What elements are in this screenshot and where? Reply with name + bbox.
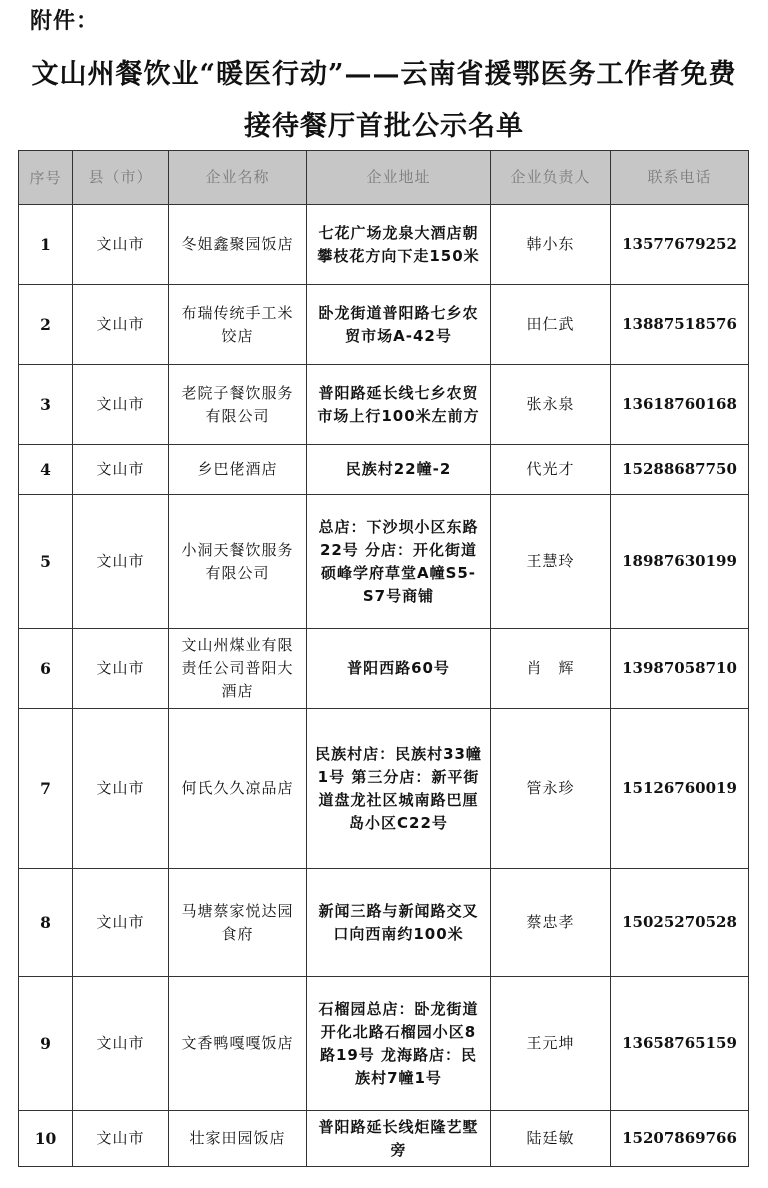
row-person: 张永泉 bbox=[491, 365, 611, 445]
row-county: 文山市 bbox=[73, 869, 169, 977]
table-row bbox=[19, 445, 749, 495]
table-row bbox=[19, 977, 749, 1111]
attachment-label: 附件： bbox=[30, 8, 100, 34]
header-seq: 序号 bbox=[19, 151, 73, 205]
row-phone: 15288687750 bbox=[611, 445, 749, 495]
page-title-line2: 接待餐厅首批公示名单 bbox=[244, 111, 524, 142]
row-person: 代光才 bbox=[491, 445, 611, 495]
row-phone: 13987058710 bbox=[611, 629, 749, 709]
header-address: 企业地址 bbox=[307, 151, 491, 205]
table-row bbox=[19, 629, 749, 709]
row-address: 民族村22幢-2 bbox=[307, 445, 491, 495]
row-company: 壮家田园饭店 bbox=[169, 1111, 307, 1167]
row-phone: 18987630199 bbox=[611, 495, 749, 629]
row-address: 新闻三路与新闻路交叉口向西南约100米 bbox=[307, 869, 491, 977]
row-address: 卧龙街道普阳路七乡农贸市场A-42号 bbox=[307, 285, 491, 365]
row-address: 石榴园总店：卧龙街道开化北路石榴园小区8路19号 龙海路店：民族村7幢1号 bbox=[307, 977, 491, 1111]
row-seq: 8 bbox=[19, 869, 73, 977]
row-person: 陆廷敏 bbox=[491, 1111, 611, 1167]
row-phone: 13618760168 bbox=[611, 365, 749, 445]
row-address: 普阳西路60号 bbox=[307, 629, 491, 709]
table-row bbox=[19, 205, 749, 285]
restaurant-list-table bbox=[18, 150, 749, 1167]
table-header-row bbox=[19, 151, 749, 205]
row-address: 普阳路延长线七乡农贸市场上行100米左前方 bbox=[307, 365, 491, 445]
row-seq: 3 bbox=[19, 365, 73, 445]
row-seq: 4 bbox=[19, 445, 73, 495]
row-person: 韩小东 bbox=[491, 205, 611, 285]
row-person: 管永珍 bbox=[491, 709, 611, 869]
row-seq: 7 bbox=[19, 709, 73, 869]
row-address: 七花广场龙泉大酒店朝攀枝花方向下走150米 bbox=[307, 205, 491, 285]
row-company: 布瑞传统手工米饺店 bbox=[169, 285, 307, 365]
header-phone: 联系电话 bbox=[611, 151, 749, 205]
row-phone: 13577679252 bbox=[611, 205, 749, 285]
row-county: 文山市 bbox=[73, 445, 169, 495]
header-company: 企业名称 bbox=[169, 151, 307, 205]
table-row bbox=[19, 495, 749, 629]
row-company: 文香鸭嘎嘎饭店 bbox=[169, 977, 307, 1111]
row-company: 小洞天餐饮服务有限公司 bbox=[169, 495, 307, 629]
row-county: 文山市 bbox=[73, 977, 169, 1111]
row-seq: 10 bbox=[19, 1111, 73, 1167]
row-address: 普阳路延长线炬隆艺墅旁 bbox=[307, 1111, 491, 1167]
row-address: 民族村店：民族村33幢1号 第三分店：新平街道盘龙社区城南路巴厘岛小区C22号 bbox=[307, 709, 491, 869]
row-company: 冬姐鑫聚园饭店 bbox=[169, 205, 307, 285]
row-county: 文山市 bbox=[73, 629, 169, 709]
row-seq: 1 bbox=[19, 205, 73, 285]
row-phone: 15025270528 bbox=[611, 869, 749, 977]
row-county: 文山市 bbox=[73, 205, 169, 285]
table-row bbox=[19, 869, 749, 977]
row-county: 文山市 bbox=[73, 709, 169, 869]
row-phone: 13658765159 bbox=[611, 977, 749, 1111]
row-person: 王元坤 bbox=[491, 977, 611, 1111]
row-seq: 9 bbox=[19, 977, 73, 1111]
row-phone: 15126760019 bbox=[611, 709, 749, 869]
row-address: 总店：下沙坝小区东路22号 分店：开化街道硕峰学府草堂A幢S5-S7号商铺 bbox=[307, 495, 491, 629]
row-person: 王慧玲 bbox=[491, 495, 611, 629]
row-person: 肖 辉 bbox=[491, 629, 611, 709]
row-phone: 13887518576 bbox=[611, 285, 749, 365]
row-person: 蔡忠孝 bbox=[491, 869, 611, 977]
header-person: 企业负责人 bbox=[491, 151, 611, 205]
table-row bbox=[19, 709, 749, 869]
row-seq: 2 bbox=[19, 285, 73, 365]
row-phone: 15207869766 bbox=[611, 1111, 749, 1167]
row-seq: 6 bbox=[19, 629, 73, 709]
row-company: 何氏久久凉品店 bbox=[169, 709, 307, 869]
row-county: 文山市 bbox=[73, 495, 169, 629]
table-row bbox=[19, 1111, 749, 1167]
header-county: 县（市） bbox=[73, 151, 169, 205]
row-seq: 5 bbox=[19, 495, 73, 629]
row-person: 田仁武 bbox=[491, 285, 611, 365]
row-company: 马塘蔡家悦达园食府 bbox=[169, 869, 307, 977]
row-county: 文山市 bbox=[73, 1111, 169, 1167]
row-company: 老院子餐饮服务有限公司 bbox=[169, 365, 307, 445]
page-title-line1: 文山州餐饮业“暖医行动”——云南省援鄂医务工作者免费 bbox=[31, 59, 737, 90]
row-county: 文山市 bbox=[73, 285, 169, 365]
row-company: 乡巴佬酒店 bbox=[169, 445, 307, 495]
table-row bbox=[19, 365, 749, 445]
table-row bbox=[19, 285, 749, 365]
row-company: 文山州煤业有限责任公司普阳大酒店 bbox=[169, 629, 307, 709]
row-county: 文山市 bbox=[73, 365, 169, 445]
